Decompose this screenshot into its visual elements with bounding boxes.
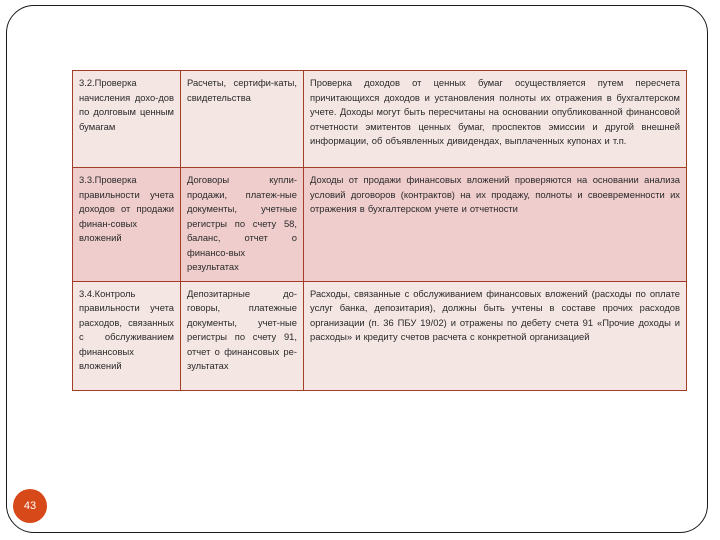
audit-procedures-table bbox=[72, 70, 686, 391]
cell-description: Расходы, связанные с обслуживанием финансовых вложений (расходы по оплате услуг банка, депозитария), должны быть учтены в составе прочих расходов организации (п. 36 ПБУ 19/02) и отражены по дебету счета 91 «Прочие доходы и расходы» и кредиту счетов расчета с конкретной организацией bbox=[304, 281, 687, 390]
table bbox=[72, 70, 687, 391]
cell-documents: Договоры купли-продажи, платеж-ные документы, учетные регистры по счету 58, баланс, отчет о финансо-вых результатах bbox=[181, 168, 304, 282]
page-number-badge: 43 bbox=[13, 489, 47, 523]
cell-item: 3.3.Проверка правильности учета доходов от продажи финан-совых вложений bbox=[73, 168, 181, 282]
table-row bbox=[73, 71, 687, 168]
cell-description: Доходы от продажи финансовых вложений проверяются на основании анализа условий договоров (контрактов) на их продажу, полноты и своевременности их отражения в бухгалтерском учете и отчетности bbox=[304, 168, 687, 282]
cell-item: 3.2.Проверка начисления дохо-дов по долговым ценным бумагам bbox=[73, 71, 181, 168]
table-row bbox=[73, 281, 687, 390]
table-row bbox=[73, 168, 687, 282]
cell-documents: Расчеты, сертифи-каты, свидетельства bbox=[181, 71, 304, 168]
cell-documents: Депозитарные до-говоры, платежные документы, учет-ные регистры по счету 91, отчет о финансовых ре-зультатах bbox=[181, 281, 304, 390]
cell-item: 3.4.Контроль правильности учета расходов, связанных с обслуживанием финансовых вложений bbox=[73, 281, 181, 390]
cell-description: Проверка доходов от ценных бумаг осуществляется путем пересчета причитающихся доходов и установления полноты их отражения в бухгалтерском учете. Доходы могут быть пересчитаны на основании опубликованной финансовой отчетности эмитентов ценных бумаг, проспектов эмиссии и другой внешней информации, об объявленных дивидендах, выплаченных купонах и т.п. bbox=[304, 71, 687, 168]
